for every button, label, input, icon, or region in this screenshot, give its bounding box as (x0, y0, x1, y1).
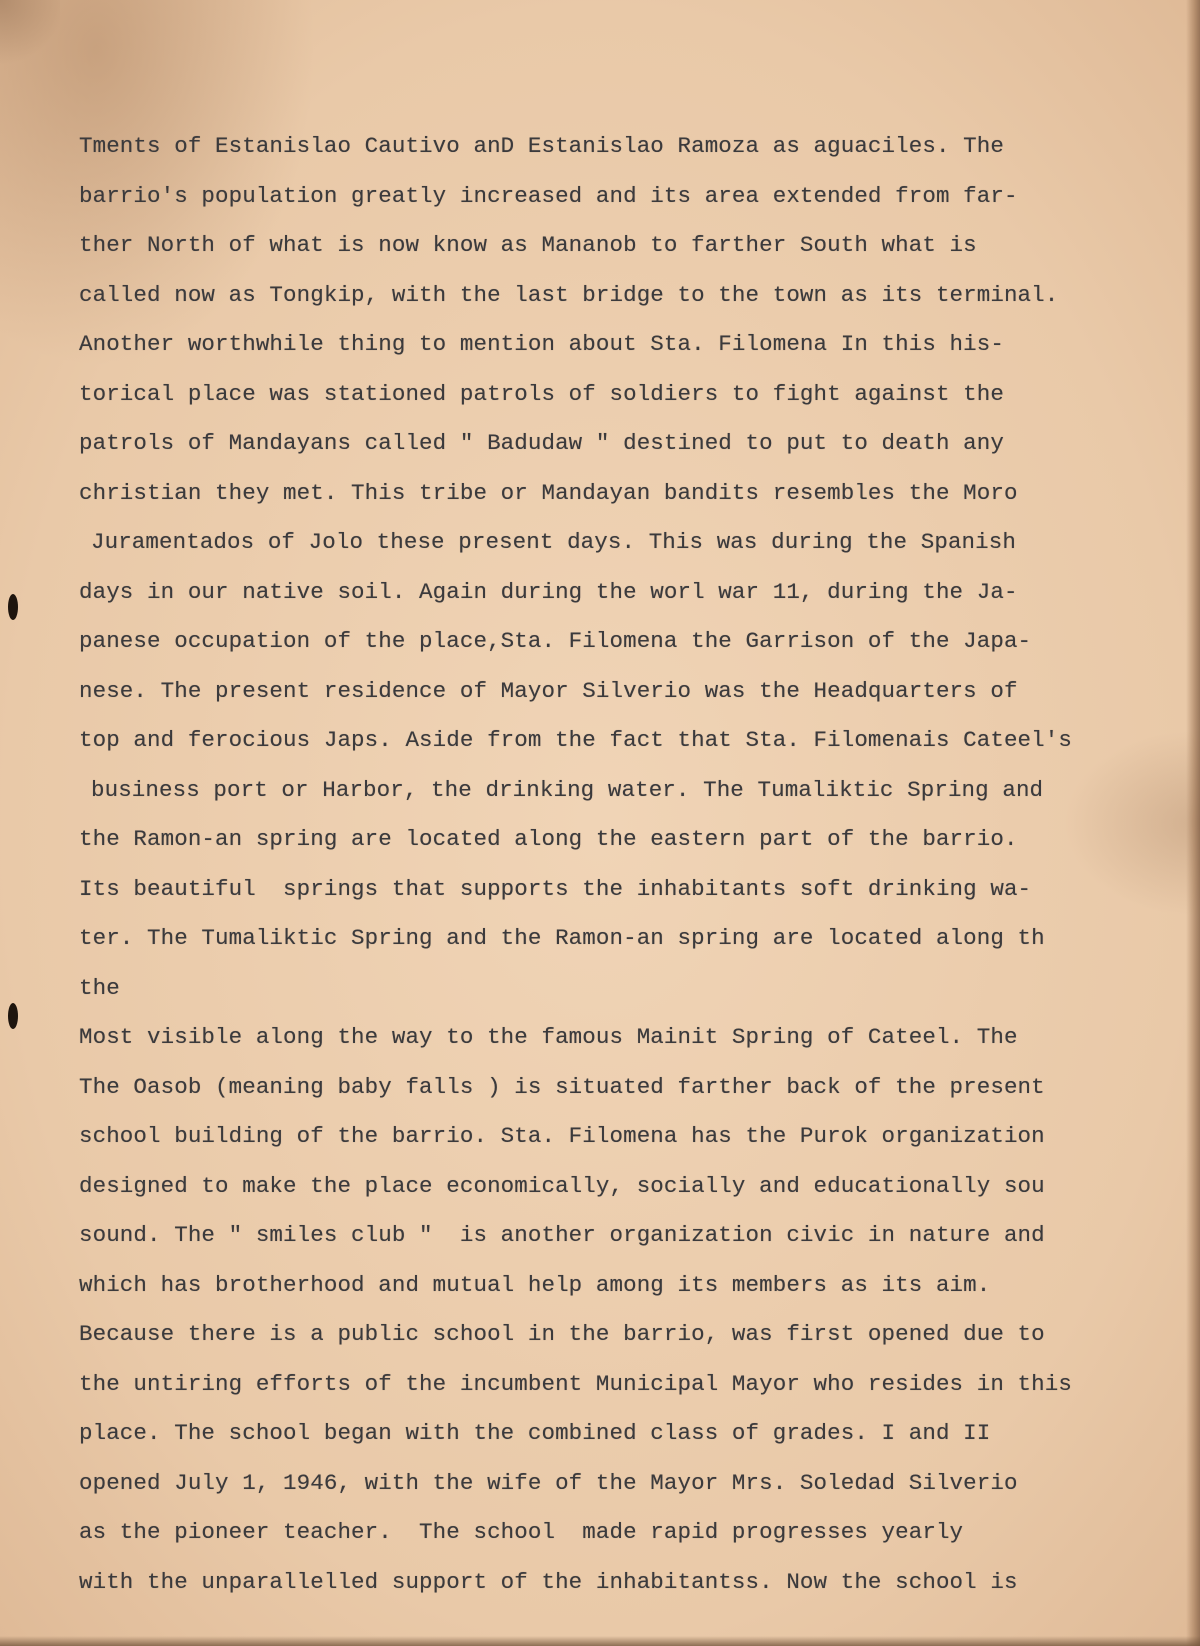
text-line: the Ramon-an spring are located along the eastern part of the barrio. (79, 826, 1018, 852)
binder-hole (8, 594, 18, 620)
text-line: Tments of Estanislao Cautivo anD Estanislao Ramoza as aguaciles. The (79, 133, 1004, 159)
text-line: ther North of what is now know as Mananob to farther South what is (79, 232, 977, 258)
text-line: the untiring efforts of the incumbent Municipal Mayor who resides in this (79, 1370, 1072, 1397)
text-line: nese. The present residence of Mayor Silverio was the Headquarters of (79, 677, 1018, 704)
text-line: business port or Harbor, the drinking water. The Tumaliktic Spring and (91, 776, 1044, 803)
text-line: Most visible along the way to the famous Mainit Spring of Cateel. The (79, 1024, 1018, 1050)
text-line: designed to make the place economically, socially and educationally sou (79, 1172, 1045, 1199)
page-edge-shadow (0, 1636, 1200, 1646)
text-line: Because there is a public school in the barrio, was first opened due to (79, 1321, 1045, 1347)
corner-stain (0, 0, 60, 70)
text-line: barrio's population greatly increased and its area extended from far- (79, 182, 1018, 209)
text-line: with the unparallelled support of the inhabitantss. Now the school is (79, 1568, 1018, 1595)
text-line: as the pioneer teacher. The school made rapid progresses yearly (79, 1519, 964, 1545)
text-line: torical place was stationed patrols of soldiers to fight against the (79, 380, 1004, 407)
text-line: ter. The Tumaliktic Spring and the Ramon-an spring are located along th (79, 925, 1045, 951)
text-line: Juramentados of Jolo these present days. This was during the Spanish (91, 529, 1016, 555)
text-line: called now as Tongkip, with the last bridge to the town as its terminal. (79, 281, 1059, 308)
text-line: opened July 1, 1946, with the wife of the Mayor Mrs. Soledad Silverio (79, 1469, 1018, 1496)
text-line: place. The school began with the combined class of grades. I and II (79, 1420, 991, 1446)
text-line: school building of the barrio. Sta. Filomena has the Purok organization (79, 1123, 1045, 1149)
text-line: the (79, 974, 120, 1001)
text-line: Its beautiful springs that supports the inhabitants soft drinking wa- (79, 875, 1032, 902)
text-line: which has brotherhood and mutual help among its members as its aim. (79, 1271, 991, 1298)
text-line: days in our native soil. Again during the worl war 11, during the Ja- (79, 578, 1018, 605)
text-line: sound. The " smiles club " is another organization civic in nature and (79, 1222, 1045, 1248)
text-line: panese occupation of the place,Sta. Filomena the Garrison of the Japa- (79, 628, 1032, 654)
text-line: The Oasob (meaning baby falls ) is situated farther back of the present (79, 1073, 1045, 1100)
typed-text-body (79, 122, 1159, 1607)
text-line: patrols of Mandayans called " Badudaw " destined to put to death any (79, 430, 1004, 456)
page-edge-shadow (1186, 0, 1200, 1646)
text-line: christian they met. This tribe or Mandayan bandits resembles the Moro (79, 479, 1018, 506)
text-line: top and ferocious Japs. Aside from the fact that Sta. Filomenais Cateel's (79, 727, 1072, 753)
text-line: Another worthwhile thing to mention about Sta. Filomena In this his- (79, 331, 1004, 357)
binder-hole (8, 1003, 18, 1029)
